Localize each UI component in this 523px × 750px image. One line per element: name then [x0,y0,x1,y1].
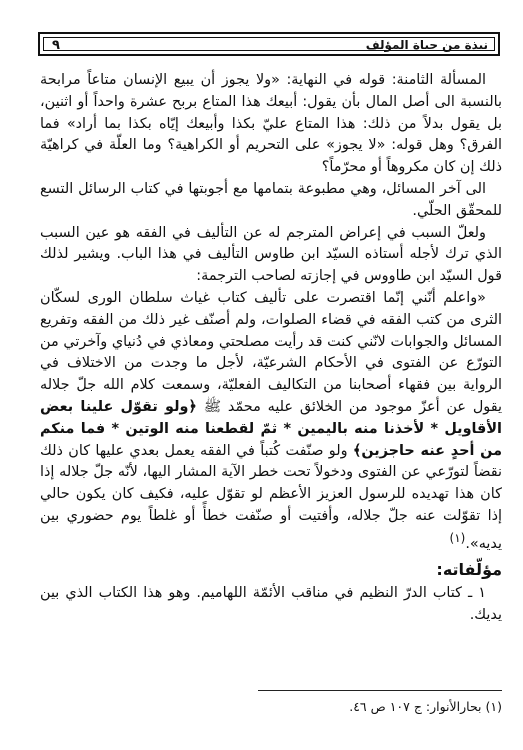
paragraph-eighth-question: المسألة الثامنة: قوله في النهاية: «ولا يجوز أن يبيع الإنسان متاعاً مرابحة بالنسبة الى أصل المال بأن يقول: أبيعك هذا المتاع بربح عشرة واحداً أو اثنين، بل يقول بدلاً من ذلك: هذا المتاع عليّ بكذا وأبيعك إيّاه بكذا بما أراد» فما الفرق؟ وهل قوله: «لا يجوز» على التحريم أو الكراهية؟ وما العلّة في كراهيّة ذلك إن كان مكروهاً أو محرّماً؟ [40,72,502,176]
quote-part-a: «واعلم أنّني إنّما اقتصرت على تأليف كتاب غياث سلطان الورى لسكّان الثرى من كتب الفقه في قضاء الصلوات، ولم أصنّف غير ذلك من الفقه وتفريع المسائل والجوابات لانّني كنت قد رأيت مصلحتي ومعاذي في دُنياي وآخرتي من التورّع عن الفتوى في الأحكام الشرعيّة، لأجل ما وجدت من الاختلاف في الرواية بين فقهاء أصحابنا من التكاليف الفعليّة، وسمعت كلام الله جلّ جلاله يقول عن أعزّ موجود من الخلائق عليه محمّد ﷺ [40,289,503,415]
page-header [38,32,500,56]
list-item-works-1: ١ ـ كتاب الدرّ النظيم في مناقب الأئمّة اللهاميم. وهو هذا الكتاب الذي بين يديك. [40,585,502,624]
paragraph-remaining-questions: الى آخر المسائل، وهي مطبوعة بتمامها مع أجوبتها في كتاب الرسائل التسع للمحقّق الحلّي. [40,180,502,219]
footnote-separator [258,690,502,691]
footnote-ref: (١) [449,530,466,545]
quote-part-b: ولو صنّفت كُتباً في الفقه يعمل بعدي عليها كان ذلك نقضاً لتورّعي عن الفتوى ودخولاً تحت خطر الآية المشار اليها، لأنّه جلّ جلاله إذا كان هذا تهديده للرسول العزيز الأعظم لو تقوّل عليه، فكيف كان يكون حالي إذا تقوّلت عنه جلّ جلاله، وأفتيت أو صنّفت خطأً أو غلطاً يوم حضوري بين يديه». [40,442,502,552]
paragraph-reason: ولعلّ السبب في إعراض المترجم له عن التأليف في الفقه هو عين السبب الذي ترك لأجله أستاذه السيّد ابن طاوس التأليف في هذا الباب. ويشير لذلك قول السيّد ابن طاووس في إجازته لصاحب الترجمة: [40,224,502,285]
footnote: (١) بحارالأنوار: ج ١٠٧ ص ٤٦. [349,699,502,714]
running-title: نبذة من حياة المؤلف [365,38,488,52]
section-heading-works: مؤلّفاته: [436,560,502,580]
main-text [40,70,502,627]
header-inner-frame [43,37,495,51]
page-number: ٩ [52,38,60,53]
quran-verse: ﴿ولو تقوّل علينا بعض الأقاويل * لأخذنا منه باليمين * ثمّ لقطعنا منه الوتين * فما منكم من أحدٍ عنه حاجزين﴾ [40,398,503,459]
paragraph-ijaza-quote [40,288,502,555]
